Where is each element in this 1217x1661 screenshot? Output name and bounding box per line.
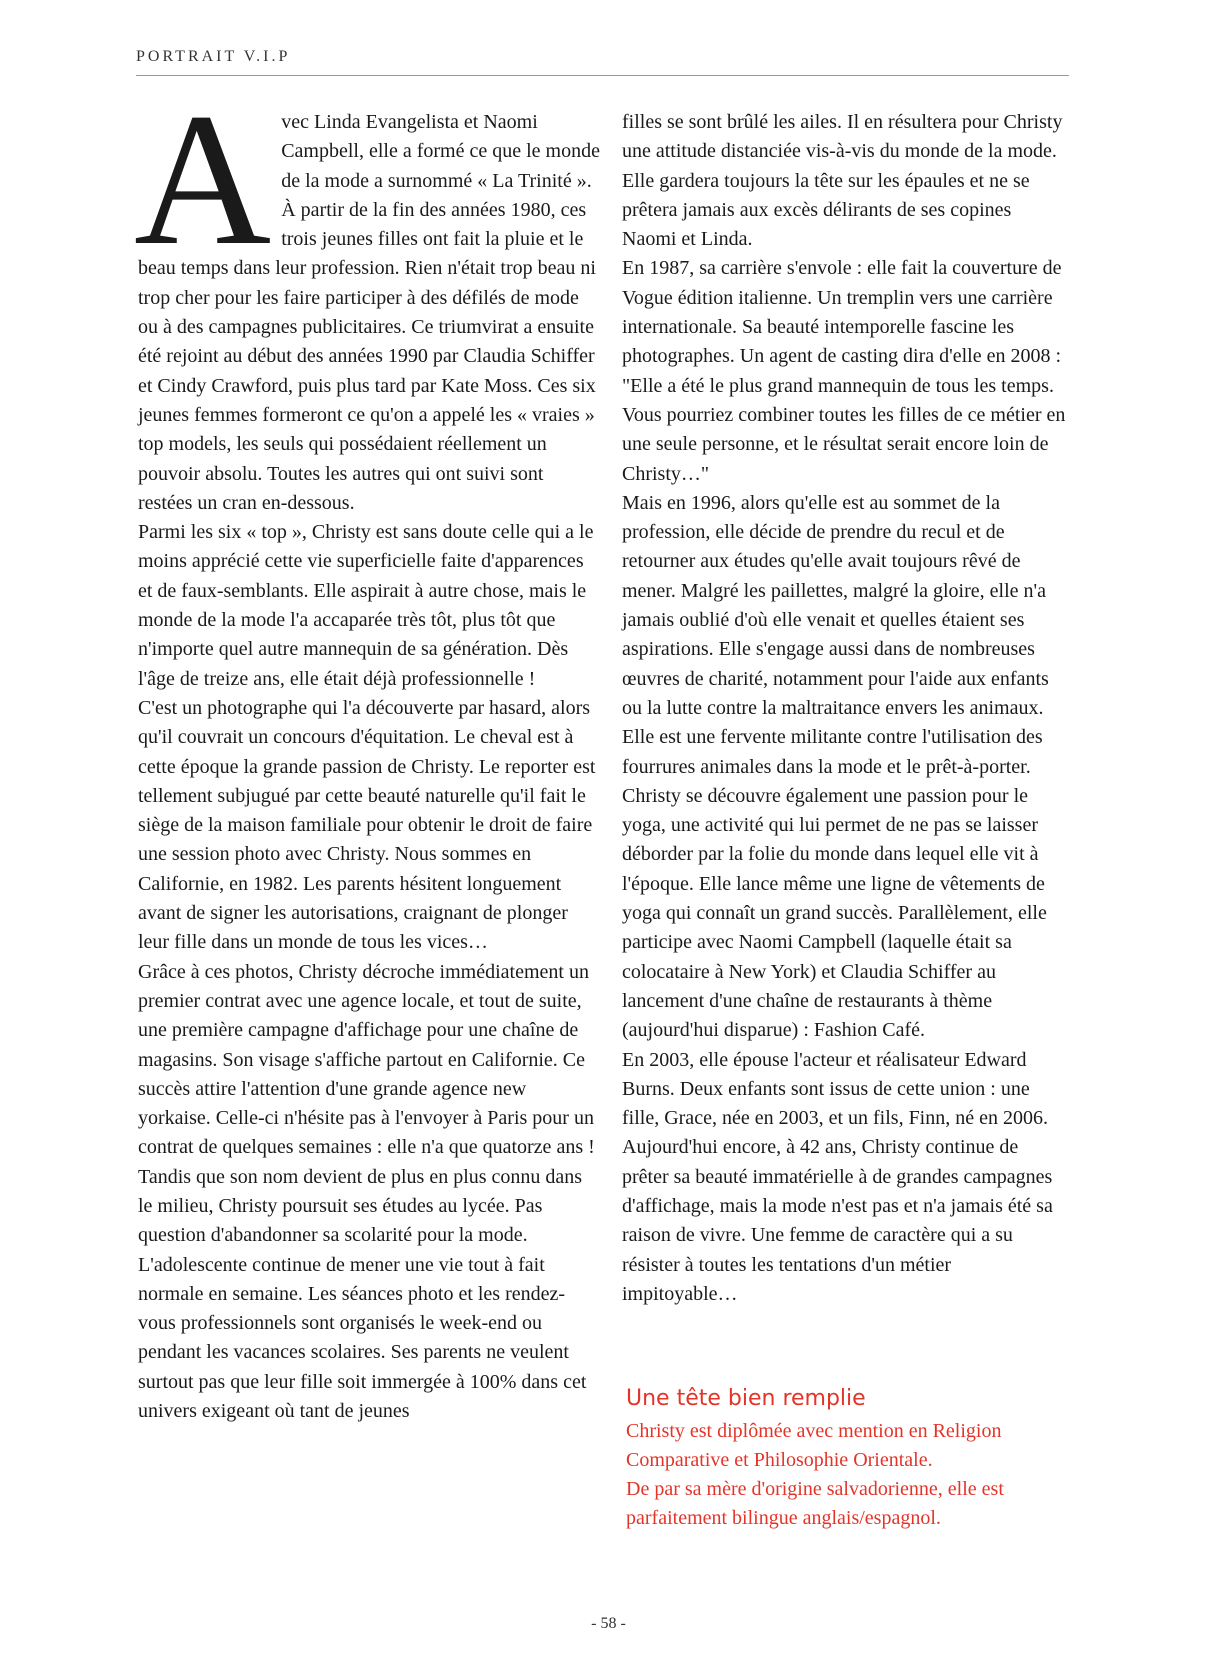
paragraph: C'est un photographe qui l'a découverte par hasard, alors qu'il couvrait un concours d'équitation. Le cheval est à cette époque la grande passion de Christy. Le reporter est tellement subjugué par cette beauté naturelle qu'il fait le siège de la maison familiale pour obtenir le droit de faire une session photo avec Christy. Nous sommes en Californie, en 1982. Les parents hésitent longuement avant de signer les autorisations, craignant de plonger leur fille dans un monde de tous les vices…: [138, 696, 596, 954]
sidebar-line: De par sa mère d'origine salvadorienne, elle est parfaitement bilingue anglais/espagnol.: [626, 1478, 1004, 1529]
header-rule: [136, 75, 1069, 76]
drop-cap: A: [134, 75, 272, 285]
paragraph: vec Linda Evangelista et Naomi Campbell, elle a formé ce que le monde de la mode a surnommé « La Trinité ». À partir de la fin des années 1980, ces trois jeunes filles ont fait la pluie et le beau temps dans leur profession. Rien n'était trop beau ni trop cher pour les faire participer à des défilés de mode ou à des campagnes publicitaires. Ce triumvirat a ensuite été rejoint au début des années 1990 par Claudia Schiffer et Cindy Crawford, puis plus tard par Kate Moss. Ces six jeunes femmes formeront ce qu'on a appelé les « vraies » top models, les seuls qui possédaient réellement un pouvoir absolu. Toutes les autres qui ont suivi sont restées un cran en-dessous.: [138, 111, 600, 514]
paragraph: En 2003, elle épouse l'acteur et réalisateur Edward Burns. Deux enfants sont issus de cette union : une fille, Grace, née en 2003, et un fils, Finn, né en 2006. Aujourd'hui encore, à 42 ans, Christy continue de prêter sa beauté immatérielle à de grandes campagnes d'affichage, mais la mode n'est pas et n'a jamais été sa raison de vivre. Une femme de caractère qui a su résister à toutes les tentations d'un métier impitoyable…: [622, 1048, 1053, 1305]
sidebar-line: Christy est diplômée avec mention en Religion Comparative et Philosophie Orientale.: [626, 1420, 1002, 1471]
paragraph: Mais en 1996, alors qu'elle est au sommet de la profession, elle décide de prendre du recul et de retourner aux études qu'elle avait toujours rêvé de mener. Malgré les paillettes, malgré la gloire, elle n'a jamais oublié d'où elle venait et quelles étaient ses aspirations. Elle s'engage aussi dans de nombreuses œuvres de charité, notamment pour l'aide aux enfants ou la lutte contre la maltraitance envers les animaux. Elle est une fervente militante contre l'utilisation des fourrures animales dans la mode et le prêt-à-porter.: [622, 491, 1049, 778]
page-number: - 58 -: [591, 1615, 626, 1632]
article-column-left: [134, 75, 600, 1426]
running-header: PORTRAIT V.I.P: [136, 48, 291, 65]
sidebar-box: [626, 1383, 1072, 1533]
paragraph: En 1987, sa carrière s'envole : elle fait la couverture de Vogue édition italienne. Un tremplin vers une carrière internationale. Sa beauté intemporelle fascine les photographes. Un agent de casting dira d'elle en 2008 : "Elle a été le plus grand mannequin de tous les temps. Vous pourriez combiner toutes les filles de ce métier en une seule personne, et le résultat serait encore loin de Christy…": [622, 257, 1066, 485]
sidebar-title: Une tête bien remplie: [626, 1386, 866, 1411]
paragraph: Parmi les six « top », Christy est sans doute celle qui a le moins apprécié cette vie superficielle faite d'apparences et de faux-semblants. Elle aspirait à autre chose, mais le monde de la mode l'a accaparée très tôt, plus tôt que n'importe quel autre mannequin de sa génération. Dès l'âge de treize ans, elle était déjà professionnelle !: [138, 521, 594, 690]
paragraph: filles se sont brûlé les ailes. Il en résultera pour Christy une attitude distanciée vis-à-vis du monde de la mode. Elle gardera toujours la tête sur les épaules et ne se prêtera jamais aux excès délirants de ses copines Naomi et Linda.: [622, 111, 1063, 251]
paragraph: Grâce à ces photos, Christy décroche immédiatement un premier contrat avec une agence locale, et tout de suite, une première campagne d'affichage pour une chaîne de magasins. Son visage s'affiche partout en Californie. Ce succès attire l'attention d'une grande agence new yorkaise. Celle-ci n'hésite pas à l'envoyer à Paris pour un contrat de quelques semaines : elle n'a que quatorze ans !: [138, 960, 595, 1159]
article-column-right: [622, 108, 1068, 1309]
paragraph: Christy se découvre également une passion pour le yoga, une activité qui lui permet de ne pas se laisser déborder par la folie du monde dans lequel elle vit à l'époque. Elle lance même une ligne de vêtements de yoga qui connaît un grand succès. Parallèlement, elle participe avec Naomi Campbell (laquelle était sa colocataire à New York) et Claudia Schiffer au lancement d'une chaîne de restaurants à thème (aujourd'hui disparue) : Fashion Café.: [622, 784, 1047, 1042]
paragraph: Tandis que son nom devient de plus en plus connu dans le milieu, Christy poursuit ses études au lycée. Pas question d'abandonner sa scolarité pour la mode. L'adolescente continue de mener une vie tout à fait normale en semaine. Les séances photo et les rendez-vous professionnels sont organisés le week-end ou pendant les vacances scolaires. Ses parents ne veulent surtout pas que leur fille soit immergée à 100% dans cet univers exigeant où tant de jeunes: [138, 1165, 587, 1423]
